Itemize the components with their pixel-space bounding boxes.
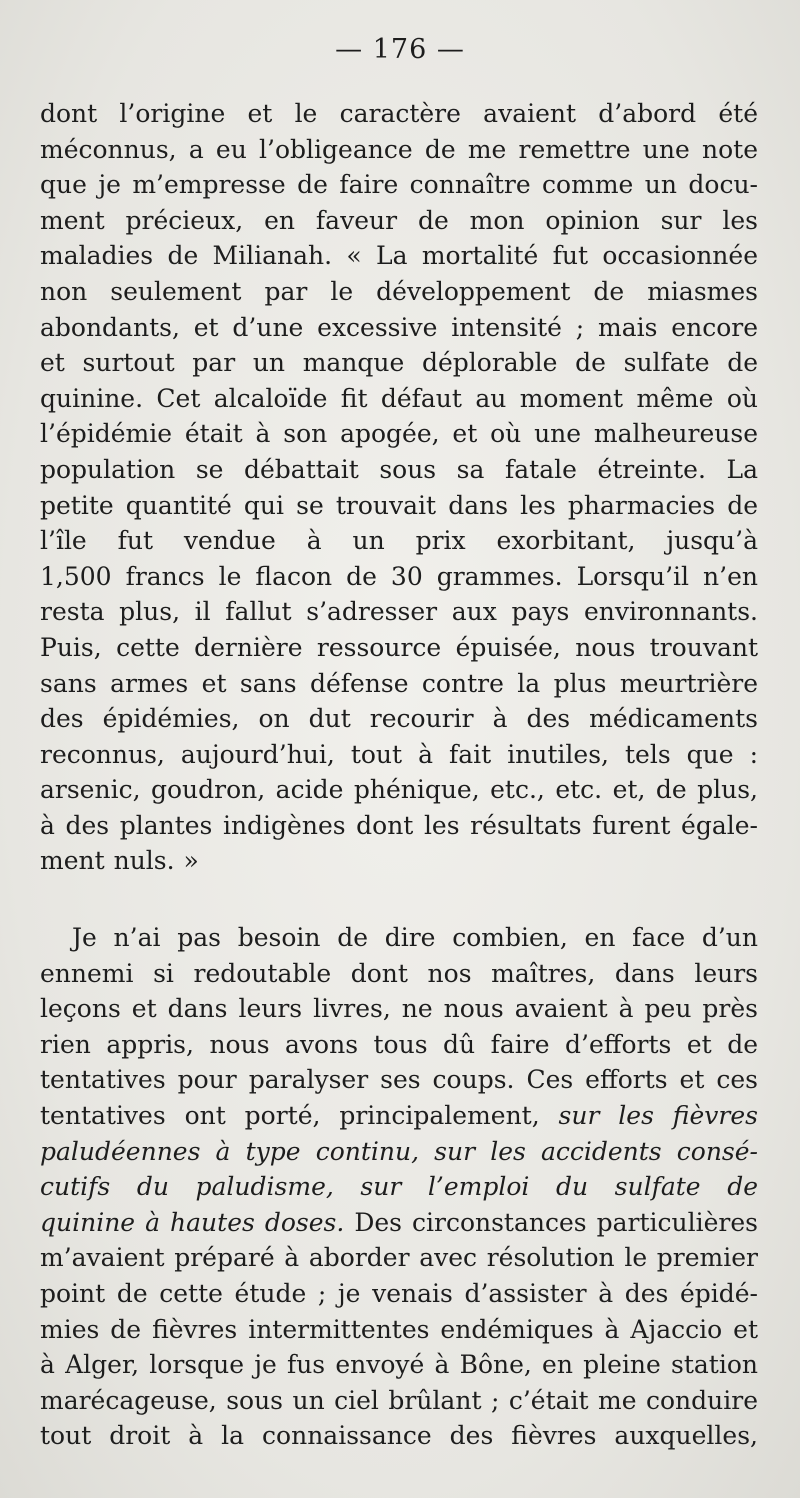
- text-line: rien appris, nous avons tous dû faire d’efforts et de: [40, 1029, 758, 1059]
- text-line: sans armes et sans défense contre la plus meurtrière: [40, 668, 758, 698]
- text-line: Je n’ai pas besoin de dire combien, en face d’un: [72, 923, 758, 952]
- text-line: arsenic, goudron, acide phénique, etc., etc. et, de plus,: [40, 775, 758, 805]
- text-run: tentatives ont porté, principalement,: [40, 1100, 559, 1130]
- text-line: [40, 1098, 758, 1134]
- text-line: l’île fut vendue à un prix exorbitant, jusqu’à: [40, 526, 758, 556]
- italic-run: paludéennes à type continu, sur les accidents consé-: [40, 1136, 758, 1166]
- text-line: l’épidémie était à son apogée, et où une malheureuse: [40, 419, 758, 449]
- text-line: non seulement par le développement de miasmes: [40, 276, 758, 306]
- text-line: leçons et dans leurs livres, ne nous avaient à peu près: [40, 994, 758, 1024]
- text-line: petite quantité qui se trouvait dans les pharmacies de: [40, 490, 758, 520]
- text-line: à des plantes indigènes dont les résultats furent égale-: [40, 810, 758, 840]
- text-line: ment précieux, en faveur de mon opinion sur les: [40, 205, 758, 235]
- italic-run: quinine à hautes doses.: [40, 1207, 345, 1237]
- text-line: 1,500 francs le flacon de 30 grammes. Lorsqu’il n’en: [40, 561, 758, 591]
- text-run: Des circonstances particulières: [344, 1207, 758, 1237]
- page-number: — 176 —: [335, 34, 465, 65]
- text-line: population se débattait sous sa fatale étreinte. La: [40, 454, 758, 484]
- text-line: resta plus, il fallut s’adresser aux pays environnants.: [40, 597, 758, 627]
- text-line: que je m’empresse de faire connaître comme un docu-: [40, 170, 758, 200]
- text-line: quinine. Cet alcaloïde fit défaut au moment même où: [40, 383, 758, 413]
- text-line: marécageuse, sous un ciel brûlant ; c’était me conduire: [40, 1385, 758, 1415]
- text-line: tout droit à la connaissance des fièvres auxquelles,: [40, 1421, 758, 1451]
- text-line: ennemi si redoutable dont nos maîtres, dans leurs: [40, 958, 758, 988]
- text-line: Puis, cette dernière ressource épuisée, nous trouvant: [40, 632, 758, 662]
- italic-run: sur les fièvres: [558, 1100, 758, 1130]
- text-line: tentatives pour paralyser ses coups. Ces efforts et ces: [40, 1065, 758, 1095]
- text-line: ment nuls. »: [40, 846, 199, 876]
- paragraph-2: [40, 920, 758, 1454]
- text-line: dont l’origine et le caractère avaient d’abord été: [40, 99, 758, 128]
- text-line: reconnus, aujourd’hui, tout à fait inutiles, tels que :: [40, 739, 758, 769]
- text-line: abondants, et d’une excessive intensité ; mais encore: [40, 312, 758, 342]
- text-line: m’avaient préparé à aborder avec résolution le premier: [40, 1243, 758, 1273]
- italic-run: cutifs du paludisme, sur l’emploi du sulfate de: [40, 1172, 758, 1202]
- text-line: [40, 1205, 758, 1241]
- text-line: point de cette étude ; je venais d’assister à des épidé-: [40, 1278, 758, 1308]
- text-line: méconnus, a eu l’obligeance de me remettre une note: [40, 134, 758, 164]
- text-line: [40, 1169, 758, 1205]
- text-line: mies de fièvres intermittentes endémiques à Ajaccio et: [40, 1314, 758, 1344]
- text-line: et surtout par un manque déplorable de sulfate de: [40, 348, 758, 378]
- text-line: des épidémies, on dut recourir à des médicaments: [40, 704, 758, 734]
- text-line: maladies de Milianah. « La mortalité fut occasionnée: [40, 241, 758, 271]
- text-line: [40, 1134, 758, 1170]
- paragraph-1: [40, 96, 758, 879]
- text-line: à Alger, lorsque je fus envoyé à Bône, en pleine station: [40, 1350, 758, 1380]
